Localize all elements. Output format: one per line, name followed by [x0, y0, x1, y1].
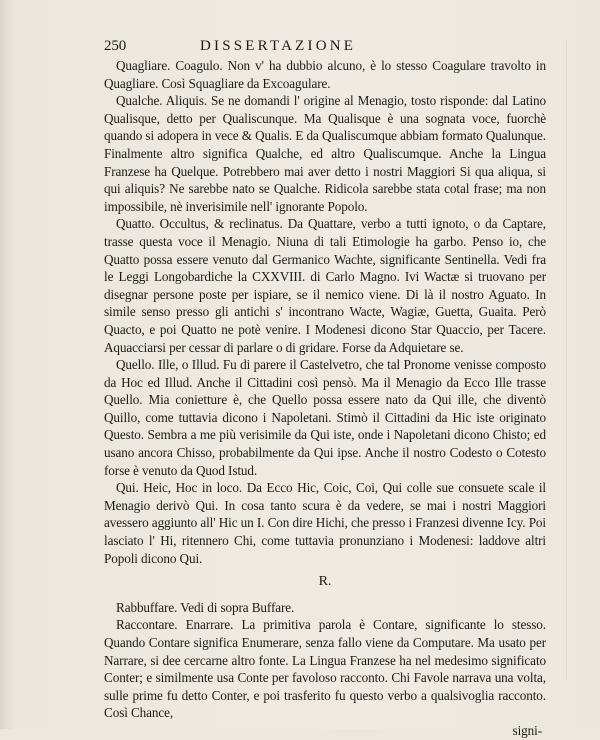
page-edge-shadow	[566, 40, 585, 680]
catchword: signi-	[512, 722, 542, 738]
page-text-block	[104, 38, 546, 740]
entry-rabbuffare: Rabbuffare. Vedi di sopra Buffare.	[116, 599, 295, 615]
entry-qualche: Qualche. Aliquis. Se ne domandi l' origine al Menagio, tosto risponde: dal Latino Qualisque, detto per Qualiscunque. Ma Qualisque è una sognata voce, fuorchè quando si adopera in vece & Qualis. E da Qualiscumque abbiam formato Qualunque. Finalmente altro significa Qualche, ed altro Qualiscumque. Anche la Lingua Franzese ha Quelque. Potrebbero mai aver detto i nostri Maggiori Si qua aliqua, si qui aliquis? Ne sarebbe nato se Qualche. Ridicola sarebbe stata cotal frase; ma non impossibile, nè inverisimile nell' ignorante Popolo.	[104, 93, 546, 214]
running-head: DISSERTAZIONE	[200, 38, 357, 54]
entry-raccontare: Raccontare. Enarrare. La primitiva parola è Contare, significante lo stesso. Quando Contare significa Enumerare, senza fallo viene da Computare. Ma usato per Narrare, si dee cercarne altro fonte. La Lingua Franzese ha nel medesimo significato Conter; e similmente usa Conte per favoloso racconto. Chi Favole narrava una volta, sulle prime fu detto Conter, e poi trasferito fu questo verbo a qualsivoglia racconto. Così Chance,	[104, 617, 546, 721]
page-header	[104, 38, 546, 57]
entry-qui: Qui. Heic, Hoc in loco. Da Ecco Hic, Coic, Coi, Qui colle sue consuete scale il Menagio derivò Qui. In cosa tanto scura è da vedere, se mai i nostri Maggiori avessero aggiunto all' Hic un I. Con dire Hichi, che presso i Franzesi divenne Icy. Poi lasciato l' Hi, ritennero Chi, come tuttavia pronunziano i Modenesi: laddove altri Popoli dicono Qui.	[104, 480, 546, 566]
page-number: 250	[104, 38, 127, 54]
entry-quagliare: Quagliare. Coagulo. Non v' ha dubbio alcuno, è lo stesso Coagulare travolto in Quagliare. Così Squagliare da Excoagulare.	[104, 58, 546, 91]
entry-quatto: Quatto. Occultus, & reclinatus. Da Quattare, verbo a tutti ignoto, o da Captare, trasse questa voce il Menagio. Niuna di tali Etimologie ha garbo. Penso io, che Quatto possa essere venuto dal Germanico Wachte, significante Sentinella. Vedi fra le Leggi Longobardiche la CXXVIII. di Carlo Magno. Ivi Wactæ si truovano per disegnar persone poste per ispiare, se il nemico viene. Di là il nostro Aguato. In simile senso presso gli antichi s' incontrano Wacte, Wagiæ, Guetta, Guaita. Però Quacto, e poi Quatto ne potè venire. I Modenesi dicono Star Quaccio, per Tacere. Aquacciarsi per cessar di parlare o di gridare. Forse da Adquietare se.	[104, 216, 546, 355]
section-letter-r: R.	[318, 574, 332, 590]
entry-quello: Quello. Ille, o Illud. Fu di parere il Castelvetro, che tal Pronome venisse composto da Hoc ed Illud. Anche il Cittadini così pensò. Ma il Menagio da Ecco Ille trasse Quello. Mia conietture è, che Quello possa essere nato da Qui ille, che diventò Quillo, come tuttavia dicono i Napoletani. Stimò il Cittadini da Hic iste originato Questo. Sembra a me più verisimile da Qui iste, onde i Napoletani dicono Chisto; ed usano ancora Chisso, probabilmente da Qui ipse. Anche il nostro Codesto o Cotesto forse è venuto da Quod Istud.	[104, 357, 546, 478]
